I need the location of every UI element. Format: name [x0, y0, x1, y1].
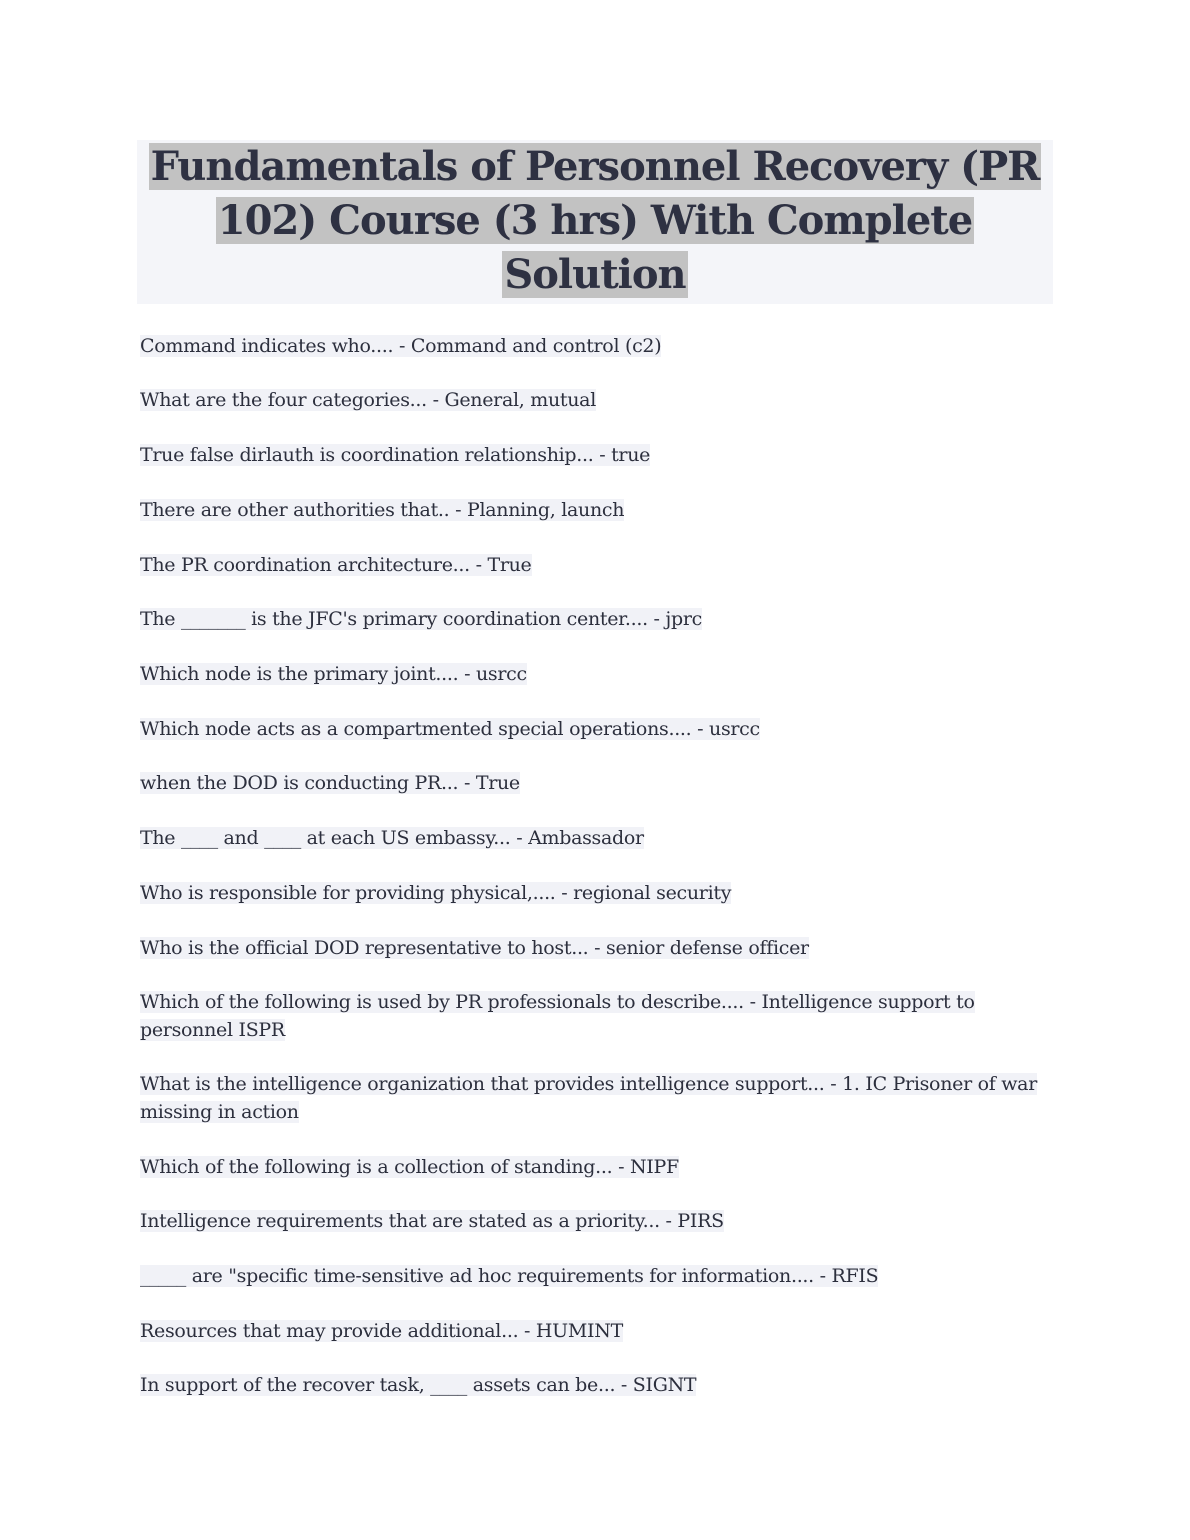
list-item: Intelligence requirements that are stated as a priority... - PIRS [140, 1210, 724, 1232]
list-item: Which of the following is a collection of standing... - NIPF [140, 1156, 679, 1178]
list-item: Which node is the primary joint.... - usrcc [140, 663, 527, 685]
list-item: when the DOD is conducting PR... - True [140, 772, 520, 794]
list-item: There are other authorities that.. - Planning, launch [140, 499, 625, 521]
list-item: Who is the official DOD representative to host... - senior defense officer [140, 937, 809, 959]
list-item: _____ are "specific time-sensitive ad hoc requirements for information.... - RFIS [140, 1265, 879, 1287]
list-item: The PR coordination architecture... - True [140, 554, 532, 576]
list-item: In support of the recover task, ____ assets can be... - SIGNT [140, 1374, 697, 1396]
document-title [137, 140, 1053, 304]
list-item: Command indicates who.... - Command and control (c2) [140, 335, 662, 357]
title-line: Fundamentals of Personnel Recovery (PR [150, 143, 1040, 190]
title-line: Solution [504, 251, 686, 298]
list-item: The ____ and ____ at each US embassy... - Ambassador [140, 827, 644, 849]
list-item: True false dirlauth is coordination relationship... - true [140, 444, 651, 466]
list-item: Which node acts as a compartmented special operations.... - usrcc [140, 718, 760, 740]
list-item: Who is responsible for providing physical,.... - regional security [140, 882, 732, 904]
list-item: What are the four categories... - General, mutual [140, 389, 596, 411]
list-item: Resources that may provide additional... - HUMINT [140, 1320, 623, 1342]
list-item: What is the intelligence organization that provides intelligence support... - 1. IC Prisoner of war missing in action [140, 1073, 1037, 1123]
title-line: 102) Course (3 hrs) With Complete [217, 197, 973, 244]
list-item: The _______ is the JFC's primary coordination center.... - jprc [140, 608, 702, 630]
list-item: Which of the following is used by PR professionals to describe.... - Intelligence support to personnel ISPR [140, 991, 975, 1041]
